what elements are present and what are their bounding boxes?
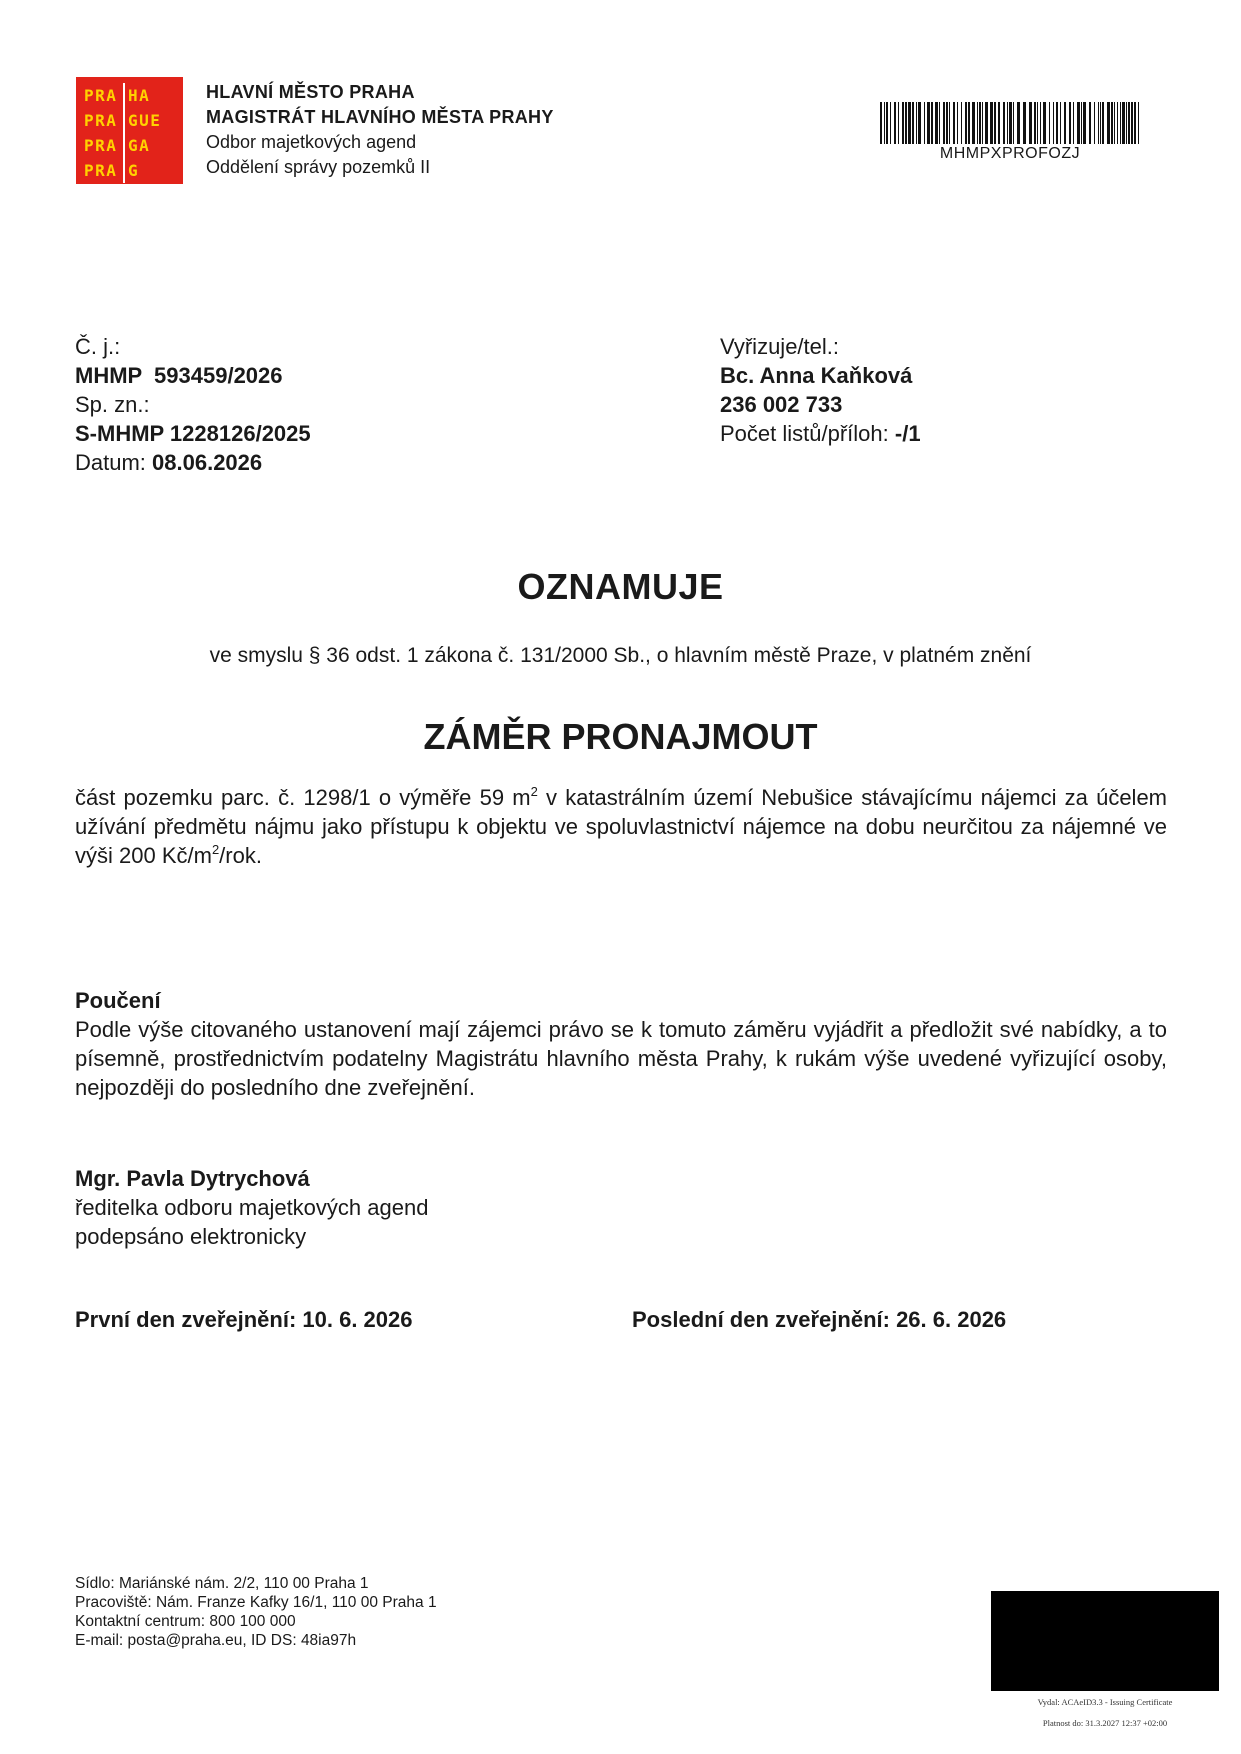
- barcode-bar: [1013, 102, 1014, 144]
- barcode-bar: [908, 102, 911, 144]
- barcode-bar: [994, 102, 996, 144]
- contact-name: Bc. Anna Kaňková: [720, 363, 913, 388]
- cj-value: MHMP 593459/2026: [75, 363, 283, 388]
- instruction-text: Podle výše citovaného ustanovení mají zájemci právo se k tomuto záměru vyjádřit a předložit své nabídky, a to písemně, prostřednictvím podatelny Magistrátu hlavního města Prahy, k rukám výše uvedené vyřizující osoby, nejpozději do posledního dne zveřejnění.: [75, 1017, 1167, 1100]
- barcode-bar: [1098, 102, 1099, 144]
- instruction-section: [75, 986, 1167, 1102]
- barcode-bar: [1100, 102, 1101, 144]
- barcode-bar: [1073, 102, 1074, 144]
- org-name-secondary: MAGISTRÁT HLAVNÍHO MĚSTA PRAHY: [206, 107, 554, 127]
- barcode-bar: [1138, 102, 1139, 144]
- logo-text: GA: [128, 136, 151, 155]
- barcode-bar: [894, 102, 896, 144]
- barcode-bar: [1077, 102, 1080, 144]
- subject-title: ZÁMĚR PRONAJMOUT: [423, 716, 818, 757]
- logo-divider: [123, 133, 125, 158]
- barcode-bar: [1134, 102, 1136, 144]
- praha-logo: [76, 77, 183, 184]
- barcode-bar: [912, 102, 914, 144]
- barcode-bar: [905, 102, 907, 144]
- barcode-bar: [1007, 102, 1008, 144]
- barcode-bar: [886, 102, 888, 144]
- barcode-bar: [1017, 102, 1020, 144]
- datum-row: [75, 448, 311, 477]
- barcode-bar: [916, 102, 917, 144]
- logo-text: PRA: [84, 161, 118, 180]
- notice-title: OZNAMUJE: [517, 566, 724, 607]
- barcode-bar: [1114, 102, 1115, 144]
- signatory-name: Mgr. Pavla Dytrychová: [75, 1166, 310, 1191]
- pocet-label: Počet listů/příloh:: [720, 421, 895, 446]
- barcode-bar: [902, 102, 904, 144]
- datum-value: 08.06.2026: [152, 450, 263, 475]
- logo-divider: [123, 83, 125, 108]
- barcode-bar: [1003, 102, 1005, 144]
- barcode-bar: [927, 102, 930, 144]
- instruction-heading: Poučení: [75, 988, 161, 1013]
- logo-divider: [123, 158, 125, 183]
- barcode-bar: [1089, 102, 1091, 144]
- barcode-bar: [1131, 102, 1133, 144]
- legal-basis: ve smyslu § 36 odst. 1 zákona č. 131/2000 Sb., o hlavním městě Praze, v platném znění: [209, 644, 1032, 667]
- spzn-label: Sp. zn.:: [75, 392, 150, 417]
- barcode-bar: [1053, 102, 1054, 144]
- barcode-bar: [1117, 102, 1118, 144]
- barcode-bar: [965, 102, 967, 144]
- barcode-bar: [985, 102, 988, 144]
- barcode-bar: [998, 102, 1000, 144]
- logo-text: PRA: [84, 86, 118, 105]
- barcode-bar: [968, 102, 970, 144]
- barcode-bar: [972, 102, 975, 144]
- barcode-bar: [884, 102, 885, 144]
- footer-contacts: [75, 1574, 437, 1650]
- barcode-bar: [1023, 102, 1026, 144]
- datum-label: Datum:: [75, 450, 153, 475]
- barcode-bar: [1081, 102, 1082, 144]
- barcode-bar: [957, 102, 958, 144]
- barcode-bar: [1037, 102, 1038, 144]
- barcode: [880, 102, 1140, 144]
- barcode-bar: [1060, 102, 1061, 144]
- body-text: část pozemku parc. č. 1298/1 o výměře 59 m: [75, 785, 531, 810]
- barcode-bar: [1128, 102, 1130, 144]
- pocet-value: -/1: [894, 421, 921, 446]
- letterhead: [206, 80, 554, 180]
- body-text: /rok.: [219, 843, 262, 868]
- barcode-bar: [931, 102, 933, 144]
- barcode-bar: [1043, 102, 1046, 144]
- first-publication-date: První den zveřejnění: 10. 6. 2026: [75, 1307, 413, 1332]
- vyrizuje-label: Vyřizuje/tel.:: [720, 334, 840, 359]
- barcode-bar: [1083, 102, 1086, 144]
- barcode-bar: [1009, 102, 1012, 144]
- barcode-bar: [977, 102, 978, 144]
- pocet-row: [720, 419, 921, 448]
- org-name: HLAVNÍ MĚSTO PRAHA: [206, 82, 415, 102]
- barcode-bar: [979, 102, 981, 144]
- barcode-bar: [1094, 102, 1095, 144]
- barcode-bar: [924, 102, 925, 144]
- logo-text: GUE: [128, 111, 162, 130]
- barcode-bar: [890, 102, 891, 144]
- barcode-bar: [898, 102, 899, 144]
- barcode-bar: [1102, 102, 1104, 144]
- last-publication-date: Poslední den zveřejnění: 26. 6. 2026: [632, 1307, 1007, 1332]
- signature-block: [75, 1164, 428, 1251]
- barcode-bar: [946, 102, 948, 144]
- logo-text: G: [128, 161, 140, 180]
- logo-divider: [123, 108, 125, 133]
- barcode-bar: [949, 102, 950, 144]
- barcode-bar: [982, 102, 983, 144]
- barcode-bar: [1034, 102, 1036, 144]
- superscript: 2: [211, 842, 220, 857]
- footer-workplace: Pracoviště: Nám. Franze Kafky 16/1, 110 00 Praha 1: [75, 1594, 437, 1611]
- sub-department: Oddělení správy pozemků II: [206, 157, 431, 177]
- barcode-bar: [953, 102, 955, 144]
- logo-text: PRA: [84, 136, 118, 155]
- spzn-value: S-MHMP 1228126/2025: [75, 421, 311, 446]
- logo-text: PRA: [84, 111, 118, 130]
- barcode-bar: [1064, 102, 1066, 144]
- barcode-bar: [1056, 102, 1058, 144]
- electronic-signature-seal: [991, 1591, 1219, 1691]
- body-text: v katastrálním území Nebušice stávajícímu nájemci za účelem užívání předmětu nájmu jako přístupu k objektu ve spoluvlastnictví nájemce na dobu neurčitou za nájemné ve výši 200 Kč/m: [75, 785, 1167, 868]
- notice-body: [75, 783, 1167, 870]
- barcode-bar: [961, 102, 962, 144]
- seal-issuer: Vydal: ACAeID3.3 - Issuing Certificate: [1037, 1697, 1173, 1707]
- barcode-bar: [918, 102, 921, 144]
- reference-right: [720, 332, 921, 448]
- barcode-bar: [1122, 102, 1125, 144]
- footer-email: E-mail: posta@praha.eu, ID DS: 48ia97h: [75, 1632, 357, 1649]
- superscript: 2: [530, 784, 538, 799]
- barcode-bar: [880, 102, 882, 144]
- barcode-label: MHMPXPROFOZJ: [939, 145, 1081, 162]
- seal-validity: Platnost do: 31.3.2027 12:37 +02:00: [1042, 1718, 1168, 1728]
- signature-note: podepsáno elektronicky: [75, 1224, 307, 1249]
- footer-address: Sídlo: Mariánské nám. 2/2, 110 00 Praha 1: [75, 1575, 369, 1592]
- barcode-bar: [939, 102, 940, 144]
- barcode-bar: [1126, 102, 1127, 144]
- barcode-bar: [1040, 102, 1041, 144]
- signatory-role: ředitelka odboru majetkových agend: [75, 1195, 429, 1220]
- barcode-bar: [1120, 102, 1121, 144]
- barcode-bar: [990, 102, 993, 144]
- barcode-bar: [1111, 102, 1113, 144]
- footer-phone: Kontaktní centrum: 800 100 000: [75, 1613, 296, 1630]
- reference-left: [75, 332, 311, 477]
- barcode-bar: [1049, 102, 1050, 144]
- barcode-bar: [1069, 102, 1071, 144]
- cj-label: Č. j.:: [75, 334, 121, 359]
- barcode-bar: [1107, 102, 1110, 144]
- barcode-bar: [935, 102, 938, 144]
- contact-phone: 236 002 733: [720, 392, 843, 417]
- barcode-bar: [943, 102, 945, 144]
- department: Odbor majetkových agend: [206, 132, 417, 152]
- barcode-bar: [1029, 102, 1032, 144]
- logo-text: HA: [128, 86, 151, 105]
